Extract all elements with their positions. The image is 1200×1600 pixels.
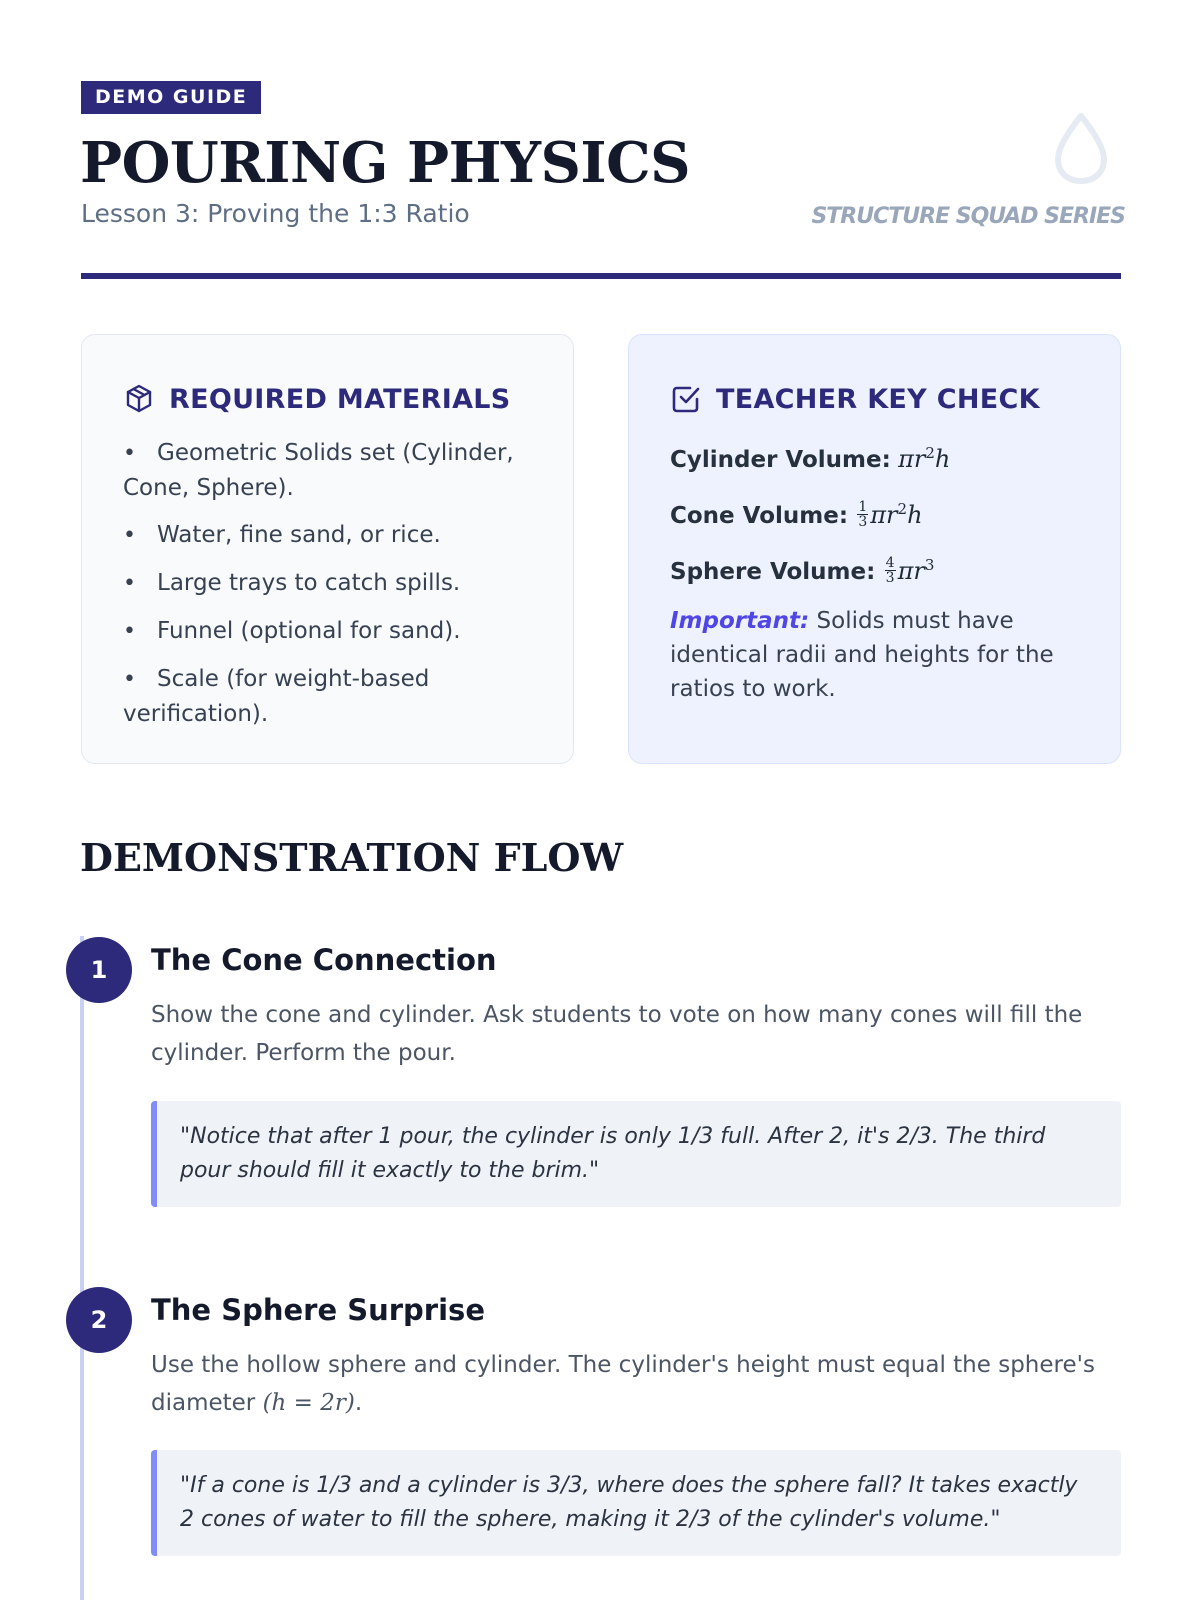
page-subtitle: Lesson 3: Proving the 1:3 Ratio — [81, 199, 470, 228]
cone-formula: Cone Volume: $\frac{1}{3}$ $\pi r^2h$ — [670, 499, 923, 530]
step-description: Show the cone and cylinder. Ask students to vote on how many cones will fill the cylinder. Perform the pour. — [151, 1002, 1083, 1066]
teacher-header — [670, 377, 1080, 421]
checkbox-icon — [670, 383, 702, 415]
page-title: POURING PHYSICS — [80, 130, 691, 196]
step-number: 2 — [66, 1287, 132, 1353]
important-note: Important: Solids must have identical radii and heights for the ratios to work. — [670, 608, 1054, 702]
step-title: The Sphere Surprise — [151, 1293, 485, 1327]
teacher-title: TEACHER KEY CHECK — [716, 383, 1040, 415]
materials-card — [81, 334, 574, 764]
series-label: STRUCTURE SQUAD SERIES — [811, 204, 1125, 229]
materials-header — [123, 377, 533, 421]
list-item: •Funnel (optional for sand). — [123, 614, 533, 649]
step-description: Use the hollow sphere and cylinder. The cylinder's height must equal the sphere's diameter (h = 2r). — [151, 1352, 1095, 1416]
header-divider — [81, 273, 1121, 279]
timeline-line — [80, 936, 84, 1600]
teacher-key-card — [628, 334, 1121, 764]
water-drop-icon — [1052, 113, 1110, 185]
list-item: •Water, fine sand, or rice. — [123, 518, 533, 553]
sphere-formula: Sphere Volume: $\frac{4}{3}$ $\pi r^3$ — [670, 555, 935, 586]
list-item: •Geometric Solids set (Cylinder, Cone, Sphere). — [123, 436, 533, 505]
cube-icon — [123, 383, 155, 415]
step-quote: "If a cone is 1/3 and a cylinder is 3/3, where does the sphere fall? It takes exactly 2 cones of water to fill the sphere, making it 2/3 of the cylinder's volume." — [151, 1450, 1121, 1556]
step-quote: "Notice that after 1 pour, the cylinder is only 1/3 full. After 2, it's 2/3. The third pour should fill it exactly to the brim." — [151, 1101, 1121, 1207]
materials-list — [123, 436, 533, 731]
demo-guide-badge: DEMO GUIDE — [81, 81, 261, 114]
cylinder-formula: Cylinder Volume: $\pi r^2h$ — [670, 444, 951, 473]
list-item: •Scale (for weight-based verification). — [123, 662, 533, 731]
step-number: 1 — [66, 937, 132, 1003]
list-item: •Large trays to catch spills. — [123, 566, 533, 601]
step-title: The Cone Connection — [151, 943, 497, 977]
materials-title: REQUIRED MATERIALS — [169, 383, 511, 415]
section-title: DEMONSTRATION FLOW — [80, 835, 624, 880]
